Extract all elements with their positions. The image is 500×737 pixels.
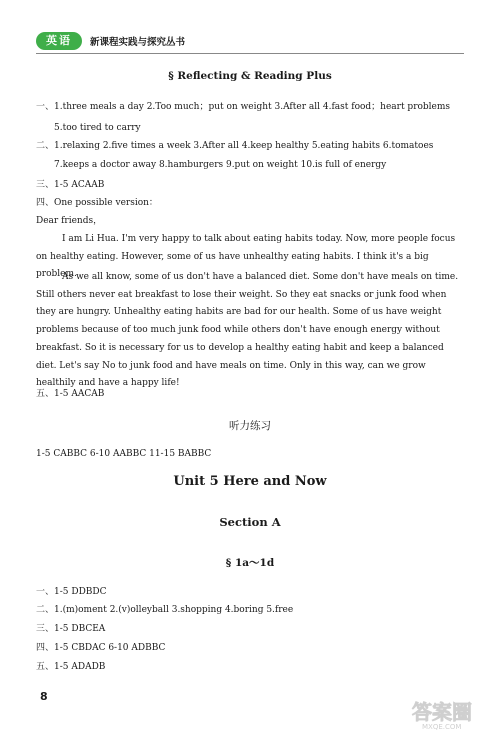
- header-rule: [36, 53, 464, 54]
- section-title: § Reflecting & Reading Plus: [168, 70, 332, 82]
- answer-line: 二、1.(m)oment 2.(v)olleyball 3.shopping 4.boring 5.free: [36, 605, 294, 615]
- watermark-url: MXQE.COM: [422, 723, 462, 731]
- lesson-title: § 1a～1d: [225, 557, 275, 569]
- subject-tag: 英语: [36, 32, 82, 50]
- answer-line: 1-5 CABBC 6-10 AABBC 11-15 BABBC: [36, 449, 212, 459]
- answer-line: 三、1-5 ACAAB: [36, 180, 105, 190]
- watermark-main: 答案圈: [412, 700, 472, 724]
- answer-line: 四、1-5 CBDAC 6-10 ADBBC: [36, 643, 166, 653]
- answer-line: 5.too tired to carry: [54, 123, 141, 133]
- answer-line: 7.keeps a doctor away 8.hamburgers 9.put on weight 10.is full of energy: [54, 160, 387, 170]
- answer-line: 三、1-5 DBCEA: [36, 624, 106, 634]
- listening-title: 听力练习: [229, 420, 271, 432]
- essay-paragraph: I am Li Hua. I'm very happy to talk about eating habits today. Now, more people focus on healthy eating. However, some of us have unhealthy eating habits. I think it's a big problem.: [36, 234, 456, 280]
- answer-line: 一、1-5 DDBDC: [36, 587, 107, 597]
- answer-line: 二、1.relaxing 2.five times a week 3.After all 4.keep healthy 5.eating habits 6.tomatoes: [36, 141, 434, 151]
- essay-paragraph: As we all know, some of us don't have a balanced diet. Some don't have meals on time. Still others never eat breakfast to lose their weight. So they eat snacks or junk food when they are hungry. Unhealthy eating habits are bad for our health. Some of us have weight problems because of too much junk food while others don't have enough energy without breakfast. So it is necessary for us to develop a healthy eating habit and keep a balanced diet. Let's say No to junk food and have meals on time. Only in this way, can we grow healthily and have a happy life!: [36, 272, 459, 389]
- letter-salutation: Dear friends，: [36, 216, 103, 226]
- series-title: 新课程实践与探究丛书: [90, 37, 186, 48]
- answer-line: 五、1-5 AACAB: [36, 389, 105, 399]
- answer-line: 四、One possible version：: [36, 198, 158, 208]
- page-number: 8: [40, 690, 48, 703]
- page-header: [36, 31, 185, 51]
- unit-title: Unit 5 Here and Now: [173, 474, 327, 489]
- watermark-logo: [410, 697, 492, 731]
- section-subtitle: Section A: [219, 515, 281, 529]
- answer-line: 五、1-5 ADADB: [36, 662, 106, 672]
- answer-line: 一、1.three meals a day 2.Too much；put on weight 3.After all 4.fast food；heart problems: [36, 102, 451, 112]
